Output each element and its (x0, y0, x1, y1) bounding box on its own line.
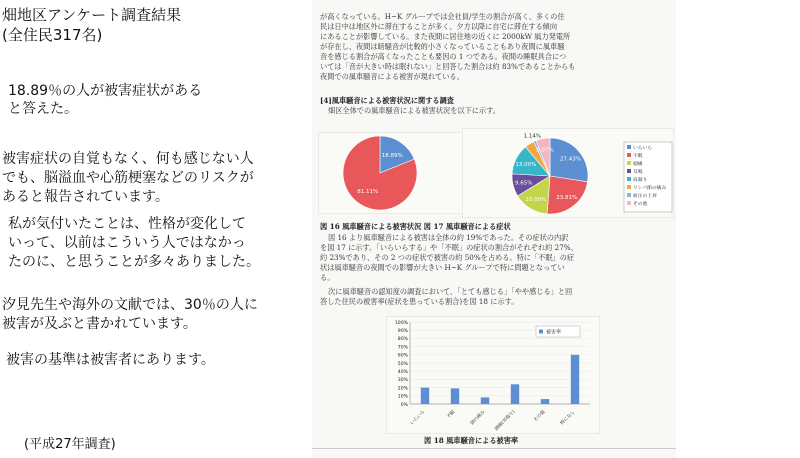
legend-swatch (627, 145, 631, 149)
point-1-line-1: 18.89％の人が被害症状がある (8, 83, 203, 99)
scan-line: 図 16 より風車騒音による被害は全体の約 19%であった。その症状の内訳 (328, 233, 569, 242)
legend-swatch (627, 201, 631, 205)
figure-18-caption: 図 18 風車騒音による被害率 (424, 436, 519, 445)
x-tick-label: いらいら (409, 409, 427, 427)
scan-line: る。 (320, 273, 335, 282)
section-heading: [4]風車騒音による被害状況に関する調査 (320, 96, 454, 105)
figure-17-pie-chart (462, 128, 674, 218)
scan-line: が高くなっている。H~K グループでは会社員/学生の割合が高く、多くの住 (320, 12, 565, 21)
scan-line: 約 23%であり、その 2 つの症状で被害の約 50%を占める。特に「不眠」の症 (320, 253, 575, 262)
y-tick-label: 30% (397, 378, 408, 384)
bar (511, 384, 519, 404)
slice-value-label: 13.00% (515, 161, 537, 168)
x-tick-label: 頭痛(耳鳴り) (494, 409, 517, 433)
legend-box (624, 142, 672, 212)
legend-label: 耳鳴 (633, 170, 643, 175)
legend-label: 肩凝り (633, 178, 648, 183)
section-intro: 畑区全体での風車騒音による被害状況を以下に示す。 (328, 106, 500, 115)
legend-label: 被害率 (546, 329, 562, 336)
scan-line: 夜間での風車騒音による被害が現れている。 (320, 72, 464, 81)
x-tick-label: その他 (533, 409, 547, 424)
bar (541, 399, 549, 404)
scan-line: 民は日中は地区外に滞在することが多く、夕方以降に自宅に滞在する傾向 (320, 22, 558, 31)
point-5: 被害の基準は被害者にあります。 (6, 352, 215, 368)
y-tick-label: 40% (397, 370, 408, 375)
legend-label: その他 (633, 202, 648, 207)
slice-value-label: 15.00% (525, 197, 547, 203)
point-4-line-1: 汐見先生や海外の文献では、30％の人に (2, 297, 258, 313)
legend-swatch (627, 185, 631, 189)
scan-line: 状は風車騒音の夜間での影響が大きい H~K グループで特に問題となってい (320, 263, 565, 272)
y-tick-label: 0% (400, 402, 408, 408)
y-tick-label: 50% (397, 361, 408, 367)
slice-value-label: 27.43% (560, 156, 581, 163)
x-tick-label: 不眠 (446, 409, 457, 420)
figure-18-bar-chart (386, 316, 600, 434)
point-2-line-2: でも、脳溢血や心筋梗塞などのリスクが (2, 170, 254, 186)
scan-line: にあることが影響している。また夜間に居住地の近くに 2000kW 風力発電所 (320, 32, 571, 41)
scan-line: いては「音が大きい時は眠れない」と回答した割合は約 83%であることからも (320, 62, 576, 71)
y-tick-label: 10% (397, 394, 408, 400)
page-title: 畑地区アンケート調査結果 (2, 6, 182, 24)
y-tick-label: 60% (397, 353, 408, 359)
y-tick-label: 90% (397, 329, 408, 334)
survey-year-note: (平成27年調査) (24, 437, 116, 452)
point-3-line-3: たのに、と思うことが多々ありました。 (8, 254, 260, 270)
bar (481, 397, 489, 404)
legend-swatch (539, 330, 543, 334)
legend-swatch (627, 169, 631, 173)
bar (571, 355, 579, 404)
slice-value-label: 81.11% (357, 189, 379, 196)
bar (451, 388, 459, 404)
scan-line: 音を感じる割合が高くなったことも要因の 1 つである。夜間の睡眠具合につ (320, 52, 567, 61)
y-tick-label: 80% (397, 337, 408, 343)
x-tick-label: 特になし (559, 409, 577, 427)
legend-label: 血圧の上昇 (633, 194, 657, 199)
legend-label: 不眠 (633, 154, 643, 159)
legend-swatch (627, 153, 631, 157)
legend-swatch (627, 161, 631, 165)
page-subtitle: (全住民317名) (2, 26, 103, 44)
point-4-line-2: 被害が及ぶと書かれています。 (2, 316, 197, 332)
slice-value-label: 1.14% (523, 133, 542, 140)
legend-label: 頭痛 (633, 162, 643, 167)
slice-value-label: 5.97% (536, 147, 554, 154)
point-1-line-2: と答えた。 (8, 101, 78, 117)
scan-line: が存在し、夜間は暗騒音が比較的小さくなっていることもあり夜間に風車騒 (320, 42, 565, 51)
scan-line: を図 17 に示す。「いらいらする」や「不眠」の症状の割合がそれぞれ約 27%、 (320, 243, 578, 252)
y-tick-label: 100% (394, 320, 408, 326)
legend-swatch (627, 193, 631, 197)
point-3-line-2: いって、以前はこういう人ではなかっ (8, 235, 246, 251)
slice-value-label: 23.81% (556, 195, 578, 202)
slice-value-label: 18.89% (381, 152, 403, 159)
bar (421, 388, 429, 404)
point-2-line-1: 被害症状の自覚もなく、何も感じない人 (2, 151, 254, 167)
legend-label: リンパ節の痛み (633, 186, 667, 191)
scan-line: 次に風車騒音の認知度の調査において、「とても感じる」「やや感じる」と回 (328, 287, 573, 296)
point-3-line-1: 私が気付いたことは、性格が変化して (8, 216, 246, 232)
page-bottom-rule (312, 448, 676, 449)
slice-value-label: 9.65% (515, 180, 533, 187)
x-tick-label: 頭の痛み (469, 409, 487, 427)
scan-line: 答した住民の被害率(症状を患っている割合)を図 18 に示す。 (320, 297, 519, 306)
legend-label: いらいら (633, 146, 653, 151)
y-tick-label: 20% (397, 386, 408, 392)
y-tick-label: 70% (397, 345, 408, 351)
legend-swatch (627, 177, 631, 181)
figure-16-17-caption: 図 16 風車騒音による被害状況 図 17 風車騒音による症状 (320, 222, 511, 231)
scanned-report-page (312, 0, 676, 458)
point-2-line-3: あると報告されています。 (2, 189, 169, 205)
